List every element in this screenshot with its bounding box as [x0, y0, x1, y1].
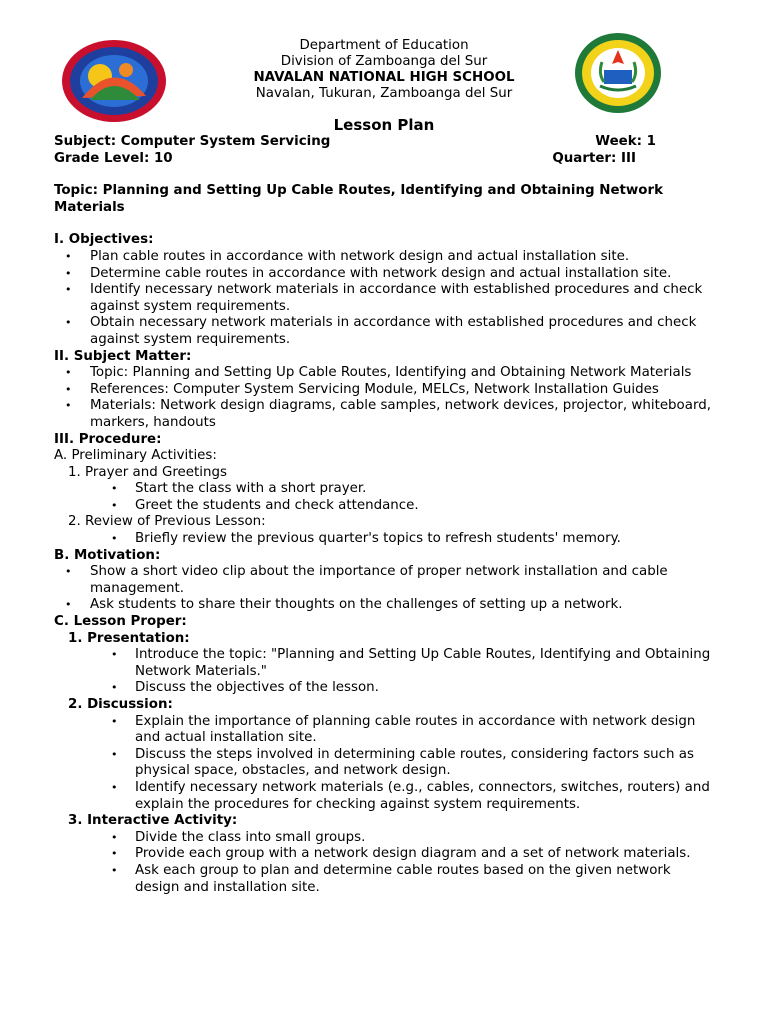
- motivation-heading: B. Motivation:: [54, 547, 161, 563]
- step-item: [54, 813, 714, 896]
- step-sublist: [54, 647, 714, 697]
- objectives-list: [54, 249, 714, 349]
- list-item: • Show a short video clip about the importance of proper network installation and cable management.: [54, 564, 714, 597]
- step-item: [54, 465, 714, 515]
- list-item: • Discuss the objectives of the lesson.: [54, 680, 714, 697]
- lesson-proper-steps: [54, 631, 714, 897]
- document-title: Lesson Plan: [333, 116, 435, 134]
- school-header: [0, 38, 768, 102]
- step-item: [54, 514, 714, 547]
- topic-heading: Topic: Planning and Setting Up Cable Routes, Identifying and Obtaining Network Materials: [54, 183, 664, 215]
- step-item: [54, 631, 714, 697]
- list-item: • Identify necessary network materials in accordance with established procedures and check against system requirements.: [54, 282, 714, 315]
- division-name: Division of Zamboanga del Sur: [280, 54, 488, 69]
- list-item: • Greet the students and check attendance.: [54, 498, 714, 515]
- step-label: 2. Review of Previous Lesson:: [68, 514, 266, 530]
- list-item: • Explain the importance of planning cable routes in accordance with network design and actual installation site.: [54, 714, 714, 747]
- list-item: • Identify necessary network materials (e.g., cables, connectors, switches, routers) and explain the procedures for checking against system requirements.: [54, 780, 714, 813]
- preliminary-heading: A. Preliminary Activities:: [54, 448, 217, 464]
- list-item: • Divide the class into small groups.: [54, 830, 714, 847]
- lesson-plan-body: [54, 134, 714, 896]
- list-item: • Briefly review the previous quarter's topics to refresh students' memory.: [54, 531, 714, 548]
- procedure-heading: III. Procedure:: [54, 431, 162, 447]
- list-item: • Discuss the steps involved in determining cable routes, considering factors such as physical space, obstacles, and network design.: [54, 747, 714, 780]
- subject-label: Subject: Computer System Servicing: [54, 134, 331, 149]
- list-item: • Provide each group with a network design diagram and a set of network materials.: [54, 846, 714, 863]
- list-item: • Ask each group to plan and determine cable routes based on the given network design and installation site.: [54, 863, 714, 896]
- step-label: 3. Interactive Activity:: [68, 813, 238, 829]
- list-item: • Plan cable routes in accordance with network design and actual installation site.: [54, 249, 714, 266]
- quarter-label: Quarter: III: [552, 150, 636, 166]
- step-sublist: [54, 714, 714, 814]
- school-name: NAVALAN NATIONAL HIGH SCHOOL: [253, 70, 515, 85]
- step-item: [54, 697, 714, 813]
- subject-row: [54, 134, 714, 151]
- list-item: • Materials: Network design diagrams, cable samples, network devices, projector, whiteboard, markers, handouts: [54, 398, 714, 431]
- list-item: • Determine cable routes in accordance with network design and actual installation site.: [54, 266, 714, 283]
- step-label: 2. Discussion:: [68, 697, 173, 712]
- preliminary-steps: [54, 465, 714, 548]
- grade-label: Grade Level: 10: [54, 150, 173, 166]
- step-sublist: [54, 481, 714, 514]
- step-label: 1. Prayer and Greetings: [68, 464, 227, 480]
- motivation-list: [54, 564, 714, 614]
- list-item: • References: Computer System Servicing Module, MELCs, Network Installation Guides: [54, 382, 714, 399]
- lesson-proper-heading: C. Lesson Proper:: [54, 614, 187, 630]
- list-item: • Introduce the topic: "Planning and Setting Up Cable Routes, Identifying and Obtaining Network Materials.": [54, 647, 714, 680]
- step-sublist: [54, 531, 714, 548]
- subject-matter-heading: II. Subject Matter:: [54, 348, 192, 364]
- school-address: Navalan, Tukuran, Zamboanga del Sur: [255, 86, 513, 101]
- week-label: Week: 1: [595, 134, 656, 149]
- department-name: Department of Education: [299, 38, 469, 53]
- subject-matter-list: [54, 365, 714, 431]
- grade-row: [54, 151, 714, 168]
- objectives-heading: I. Objectives:: [54, 232, 154, 248]
- list-item: • Start the class with a short prayer.: [54, 481, 714, 498]
- list-item: • Topic: Planning and Setting Up Cable Routes, Identifying and Obtaining Network Materials: [54, 365, 714, 382]
- step-label: 1. Presentation:: [68, 630, 190, 646]
- step-sublist: [54, 830, 714, 896]
- list-item: • Obtain necessary network materials in accordance with established procedures and check against system requirements.: [54, 315, 714, 348]
- list-item: • Ask students to share their thoughts on the challenges of setting up a network.: [54, 597, 714, 614]
